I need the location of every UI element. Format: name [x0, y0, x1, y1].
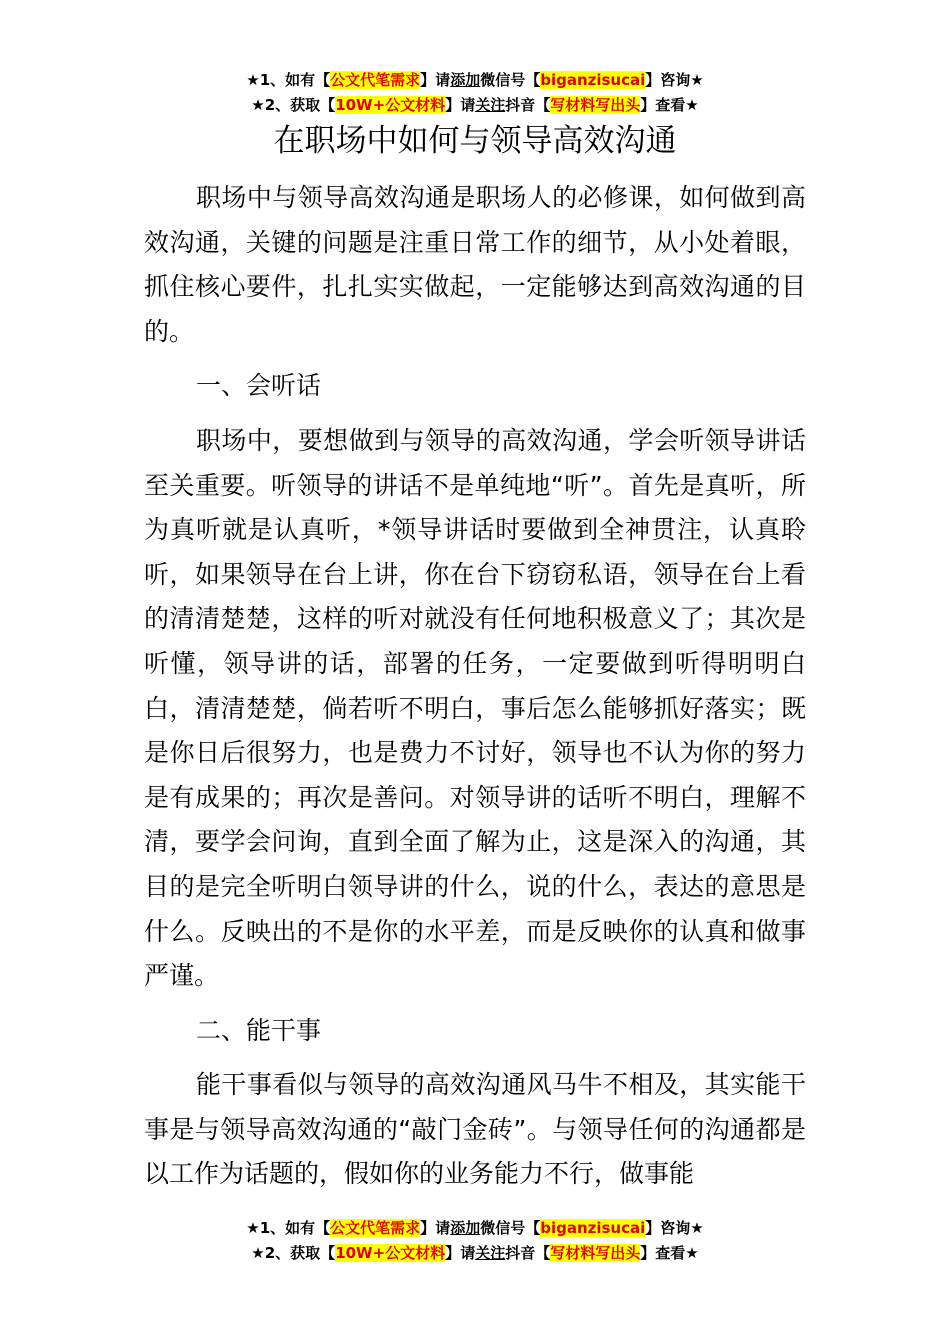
promo-highlight: 10W+公文材料 [335, 1244, 446, 1262]
paragraph: 职场中与领导高效沟通是职场人的必修课，如何做到高效沟通，关键的问题是注重日常工作的细节，从小处着眼，抓住核心要件，扎扎实实做起，一定能够达到高效沟通的目的。 [144, 183, 806, 346]
promo-text: 抖音【 [505, 96, 551, 114]
promo-line-2 [0, 1241, 950, 1266]
promo-text: ★1、如有【 [246, 71, 331, 89]
promo-text: ★2、获取【 [251, 1244, 336, 1262]
promo-highlight: 公文代笔需求 [330, 1219, 421, 1237]
document-title: 在职场中如何与领导高效沟通 [273, 123, 677, 159]
promo-underlined-text: 关注 [475, 96, 506, 114]
promo-text: ★1、如有【 [246, 1219, 331, 1237]
promo-text: 】请 [445, 96, 476, 114]
promo-highlight: 写材料写出头 [550, 1244, 641, 1262]
promo-text: ★2、获取【 [251, 96, 336, 114]
promo-text: 】咨询★ [645, 1219, 704, 1237]
promo-text: 】查看★ [640, 1244, 699, 1262]
promo-highlight: 写材料写出头 [550, 96, 641, 114]
promo-text: 微信号【 [480, 1219, 541, 1237]
document-body [144, 176, 806, 1197]
promo-underlined-text: 添加 [450, 1219, 481, 1237]
promo-text: 】请 [420, 1219, 451, 1237]
section-heading: 一、会听话 [196, 371, 322, 401]
promo-text: 】咨询★ [645, 71, 704, 89]
promo-text: 】请 [445, 1244, 476, 1262]
promo-highlight: biganzisucai [540, 1219, 646, 1237]
promo-text: 微信号【 [480, 71, 541, 89]
promo-banner-top [0, 68, 950, 118]
paragraph: 能干事看似与领导的高效沟通风马牛不相及，其实能干事是与领导高效沟通的“敲门金砖”。与领导任何的沟通都是以工作为话题的，假如你的业务能力不行，做事能 [144, 1070, 806, 1189]
promo-text: 抖音【 [505, 1244, 551, 1262]
promo-line-1 [0, 68, 950, 93]
paragraph: 职场中，要想做到与领导的高效沟通，学会听领导讲话至关重要。听领导的讲话不是单纯地“听”。首先是真听，所为真听就是认真听，*领导讲话时要做到全神贯注，认真聆听，如果领导在台上讲，你在台下窃窃私语，领导在台上看的清清楚楚，这样的听对就没有任何地积极意义了；其次是听懂，领导讲的话，部署的任务，一定要做到听得明明白白，清清楚楚，倘若听不明白，事后怎么能够抓好落实；既是你日后很努力，也是费力不讨好，领导也不认为你的努力是有成果的；再次是善问。对领导讲的话听不明白，理解不清，要学会问询，直到全面了解为止，这是深入的沟通，其目的是完全听明白领导讲的什么，说的什么，表达的意思是什么。反映出的不是你的水平差，而是反映你的认真和做事严谨。 [144, 425, 806, 991]
promo-highlight: biganzisucai [540, 71, 646, 89]
promo-line-1 [0, 1216, 950, 1241]
promo-banner-bottom [0, 1216, 950, 1266]
promo-highlight: 公文代笔需求 [330, 71, 421, 89]
promo-text: 】请 [420, 71, 451, 89]
promo-highlight: 10W+公文材料 [335, 96, 446, 114]
promo-line-2 [0, 93, 950, 118]
promo-underlined-text: 添加 [450, 71, 481, 89]
section-heading: 二、能干事 [196, 1015, 322, 1045]
promo-text: 】查看★ [640, 96, 699, 114]
promo-underlined-text: 关注 [475, 1244, 506, 1262]
